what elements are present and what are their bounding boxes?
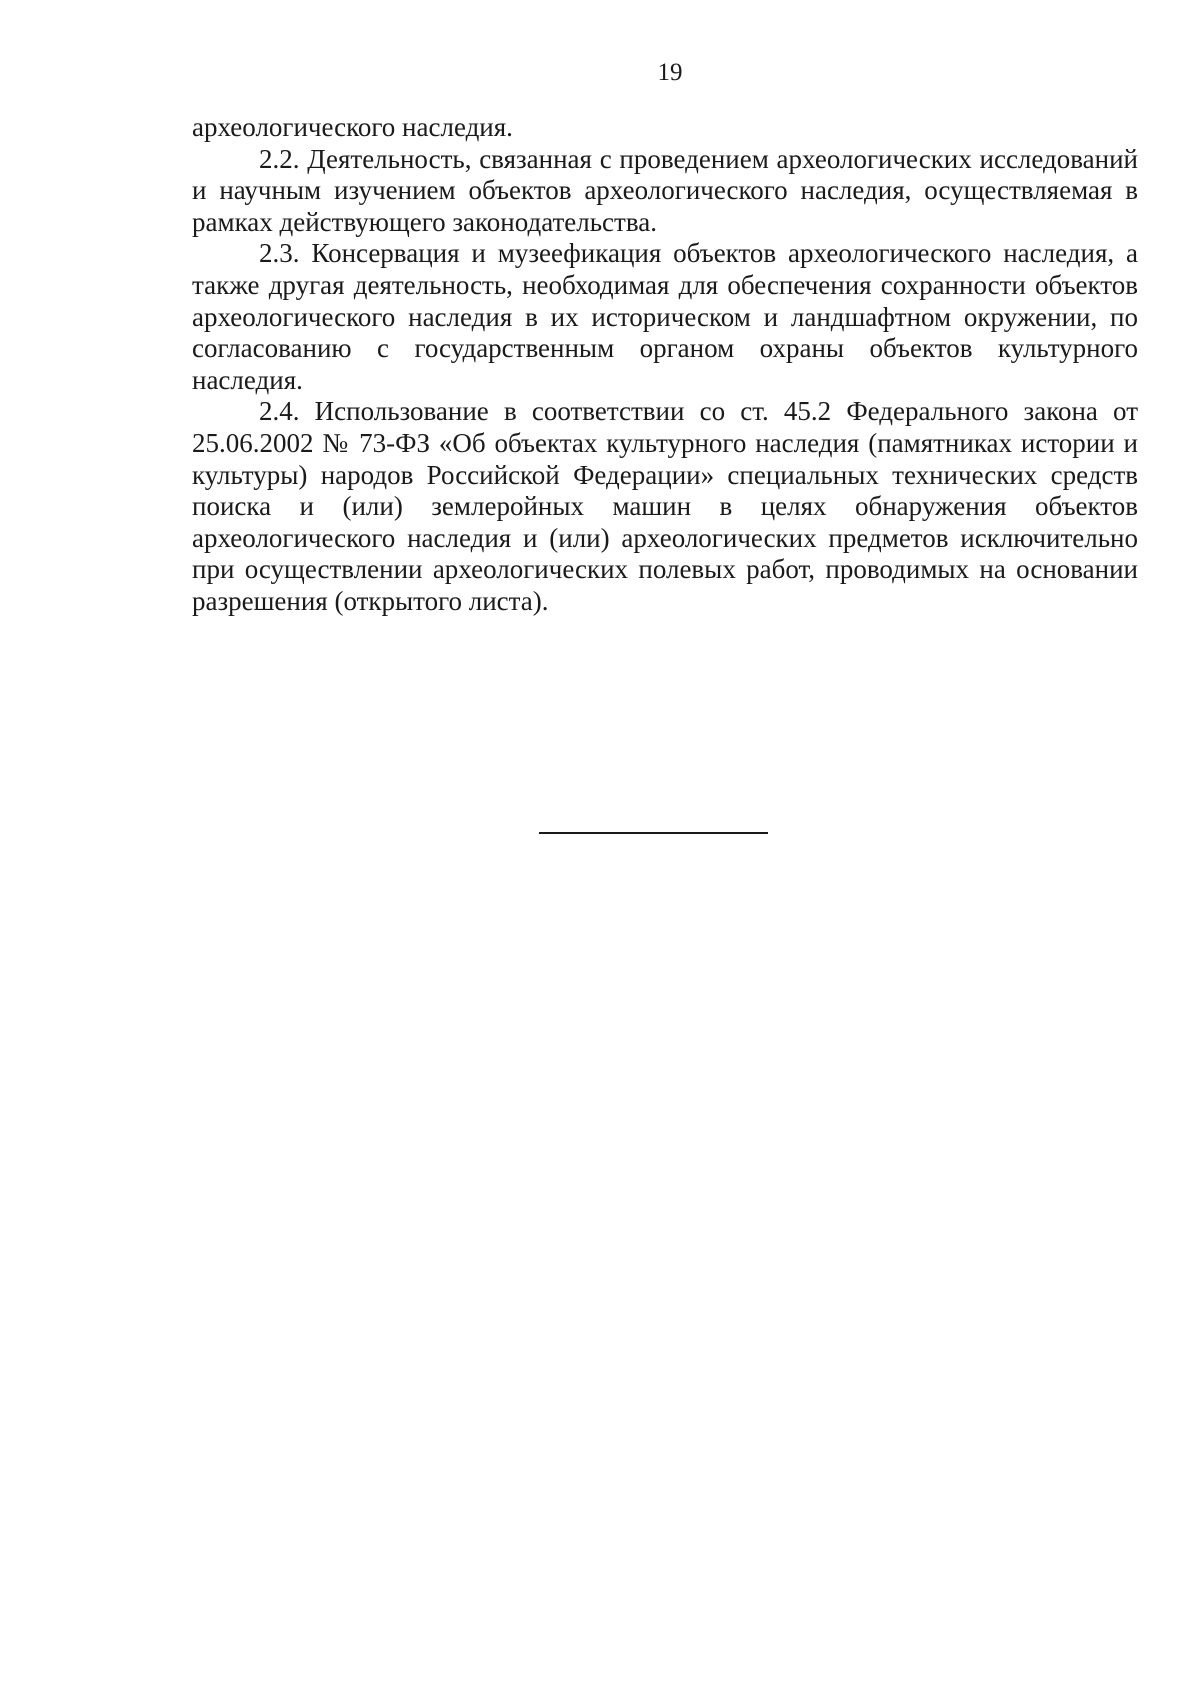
paragraph-continuation: археологического наследия. bbox=[192, 112, 513, 142]
paragraph-2-4: 2.4. Использование в соответствии со ст. 45.2 Федерального закона от 25.06.2002 № 73-ФЗ «Об объектах культурного наследия (памятниках истории и культуры) народов Российской Федерации» специальных технических средств поиска и (или) землеройных машин в целях обнаружения объектов археологического наследия и (или) археологических предметов исключительно при осуществлении археологических полевых работ, проводимых на основании разрешения (открытого листа). bbox=[192, 396, 1138, 616]
paragraph-2-3: 2.3. Консервация и музеефикация объектов археологического наследия, а также другая деятельность, необходимая для обеспечения сохранности объектов археологического наследия в их историческом и ландшафтном окружении, по согласованию с государственным органом охраны объектов культурного наследия. bbox=[192, 238, 1138, 395]
page-number: 19 bbox=[657, 59, 683, 86]
document-body bbox=[192, 112, 1138, 618]
paragraph-2-2: 2.2. Деятельность, связанная с проведением археологических исследований и научным изучением объектов археологического наследия, осуществляемая в рамках действующего законодательства. bbox=[192, 143, 1138, 237]
end-divider-line bbox=[539, 832, 768, 834]
